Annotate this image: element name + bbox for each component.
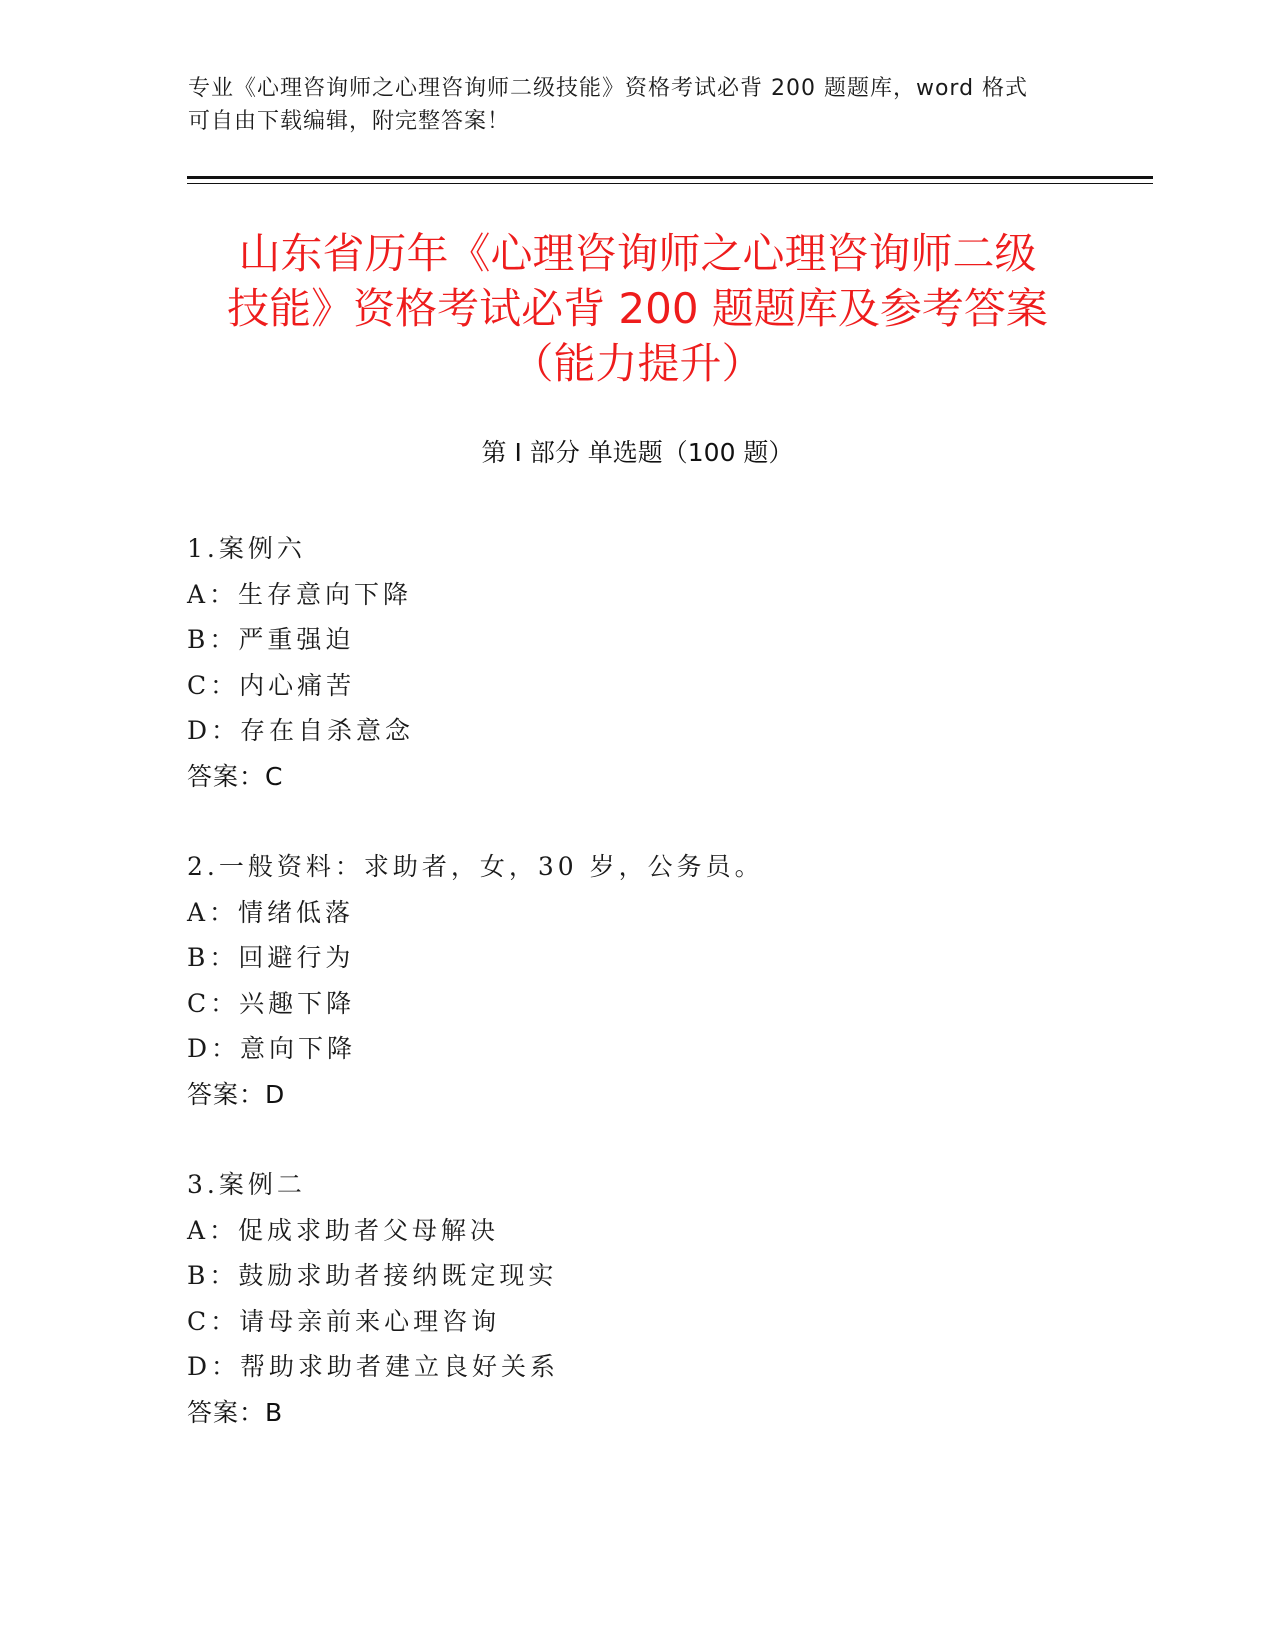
- option-d: D：存在自杀意念: [187, 716, 415, 745]
- option-d: D：意向下降: [187, 1034, 357, 1063]
- header-note: [188, 72, 1088, 138]
- document-title-line-2: 技能》资格考试必背 200 题题库及参考答案: [227, 284, 1048, 333]
- question-stem: 1.案例六: [187, 534, 306, 563]
- question-1: [187, 526, 1147, 799]
- header-divider-thin: [187, 183, 1153, 184]
- answer-line: 答案：C: [187, 761, 284, 791]
- option-a: A：情绪低落: [187, 897, 355, 927]
- option-b: B：回避行为: [187, 943, 355, 972]
- question-3: [187, 1162, 1147, 1435]
- option-b: B：严重强迫: [187, 625, 355, 654]
- option-b: B：鼓励求助者接纳既定现实: [187, 1261, 558, 1290]
- option-d: D：帮助求助者建立良好关系: [187, 1352, 560, 1381]
- question-stem: 3.案例二: [187, 1170, 306, 1199]
- header-note-line-2: 可自由下载编辑，附完整答案！: [188, 109, 511, 134]
- document-title-line-1: 山东省历年《心理咨询师之心理咨询师二级: [238, 229, 1037, 278]
- question-2: [187, 844, 1147, 1117]
- option-c: C：内心痛苦: [187, 670, 356, 700]
- document-title: [150, 226, 1125, 391]
- question-stem: 2.一般资料：求助者，女，30 岁，公务员。: [187, 852, 764, 881]
- option-a: A：生存意向下降: [187, 579, 413, 609]
- option-c: C：兴趣下降: [187, 988, 356, 1018]
- answer-line: 答案：D: [187, 1079, 286, 1109]
- option-a: A：促成求助者父母解决: [187, 1215, 500, 1245]
- header-note-line-1: 专业《心理咨询师之心理咨询师二级技能》资格考试必背 200 题题库，word 格式: [188, 76, 1029, 101]
- header-divider-thick: [187, 176, 1153, 179]
- document-title-line-3: （能力提升）: [511, 339, 764, 388]
- section-heading: 第 I 部分 单选题（100 题）: [481, 438, 794, 467]
- option-c: C：请母亲前来心理咨询: [187, 1306, 501, 1336]
- answer-line: 答案：B: [187, 1397, 284, 1427]
